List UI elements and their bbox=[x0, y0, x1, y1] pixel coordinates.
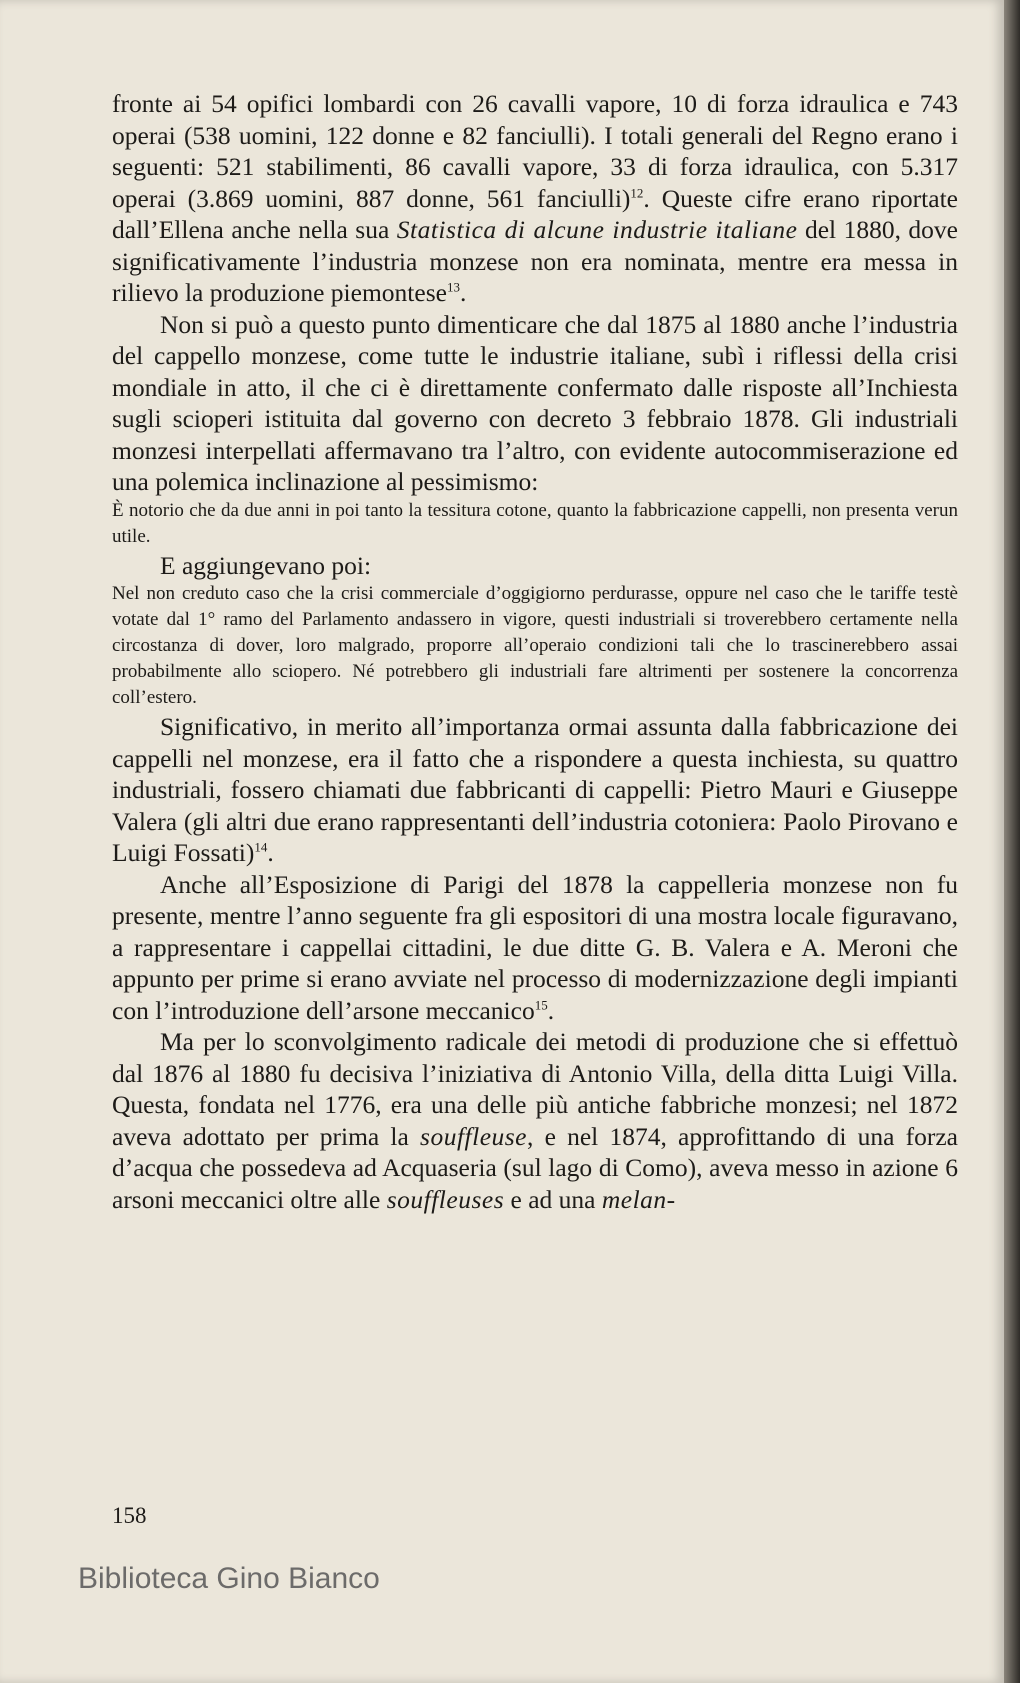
block-quote-1: È notorio che da due anni in poi tanto la tessitura cotone, quanto la fabbricazione cappelli, non presenta verun utile. bbox=[112, 499, 958, 547]
footnote-ref-15[interactable]: 15 bbox=[534, 997, 548, 1012]
block-quote-2: Nel non creduto caso che la crisi commerciale d’oggigiorno perdurasse, oppure nel caso che le tariffe testè votate dal 1° ramo del Parlamento andassero in vigore, questi industriali si troverebbero certamente nella circostanza di dover, loro malgrado, proporre all’operaio condizioni tali che lo trascinerebbero assai probabilmente allo sciopero. Né potrebbero gli industriali fare altrimenti per sostenere la concorrenza coll’estero. bbox=[112, 583, 958, 708]
paragraph-4: Significativo, in merito all’importanza ormai assunta dalla fabbricazione dei cappelli nel monzese, era il fatto che a rispondere a questa inchiesta, su quattro industriali, fossero chiamati due fabbricanti di cappelli: Pietro Mauri e Giuseppe Valera (gli altri due erano rappresentanti dell’industria cotoniera: Paolo Pirovano e Luigi Fossati)$^{14}$. bbox=[112, 712, 958, 867]
paragraph-1: fronte ai 54 opifici lombardi con 26 cavalli vapore, 10 di forza idraulica e 743 operai (538 uomini, 122 donne e 82 fanciulli). I totali generali del Regno erano i seguenti: 521 stabilimenti, 86 cavalli vapore, 33 di forza idraulica, con 5.317 operai (3.869 uomini, 887 donne, 561 fanciulli)$^{12}$. Queste cifre erano riportate dall’Ellena anche nella sua Statistica di alcune industrie italiane del 1880, dove significativamente l’industria monzese non era nominata, mentre era messa in rilievo la produzione piemontese$^{13}$. bbox=[112, 89, 958, 307]
footnote-ref-13[interactable]: 13 bbox=[446, 279, 460, 295]
page-edge-shadow bbox=[1004, 0, 1020, 1683]
body-text bbox=[112, 88, 958, 1215]
footnote-ref-12[interactable]: 12 bbox=[630, 185, 644, 200]
page-number: 158 bbox=[112, 1503, 147, 1528]
paragraph-5: Anche all’Esposizione di Parigi del 1878 la cappelleria monzese non fu presente, mentre l’anno seguente fra gli espositori di una mostra locale figuravano, a rappresentare i cappellai cittadini, le due ditte G. B. Valera e A. Meroni che appunto per prime si erano avviate nel processo di modernizzazione degli impianti con l’introduzione dell’arsone meccanico$^{15}$. bbox=[112, 869, 958, 1025]
paragraph-2: Non si può a questo punto dimenticare che dal 1875 al 1880 anche l’industria del cappello monzese, come tutte le industrie italiane, subì i riflessi della crisi mondiale in atto, il che ci è direttamente confermato dalle risposte all’Inchiesta sugli scioperi istituita dal governo con decreto 3 febbraio 1878. Gli industriali monzesi interpellati affermavano tra l’altro, con evidente autocommiserazione ed una polemica inclinazione al pessimismo: bbox=[112, 309, 958, 496]
paragraph-3: E aggiungevano poi: bbox=[160, 550, 372, 580]
book-title: Statistica di alcune industrie italiane bbox=[396, 215, 798, 244]
library-watermark: Biblioteca Gino Bianco bbox=[78, 1562, 380, 1595]
paragraph-6: Ma per lo sconvolgimento radicale dei metodi di produzione che si effettuò dal 1876 al 1880 fu decisiva l’iniziativa di Antonio Villa, della ditta Luigi Villa. Questa, fondata nel 1776, era una delle più antiche fabbriche monzesi; nel 1872 aveva adottato per prima la souffleuse, e nel 1874, approfittando di una forza d’acqua che possedeva ad Acquaseria (sul lago di Como), aveva messo in azione 6 arsoni meccanici oltre alle souffleuses e ad una melan- bbox=[112, 1027, 958, 1214]
footnote-ref-14[interactable]: 14 bbox=[254, 839, 268, 855]
